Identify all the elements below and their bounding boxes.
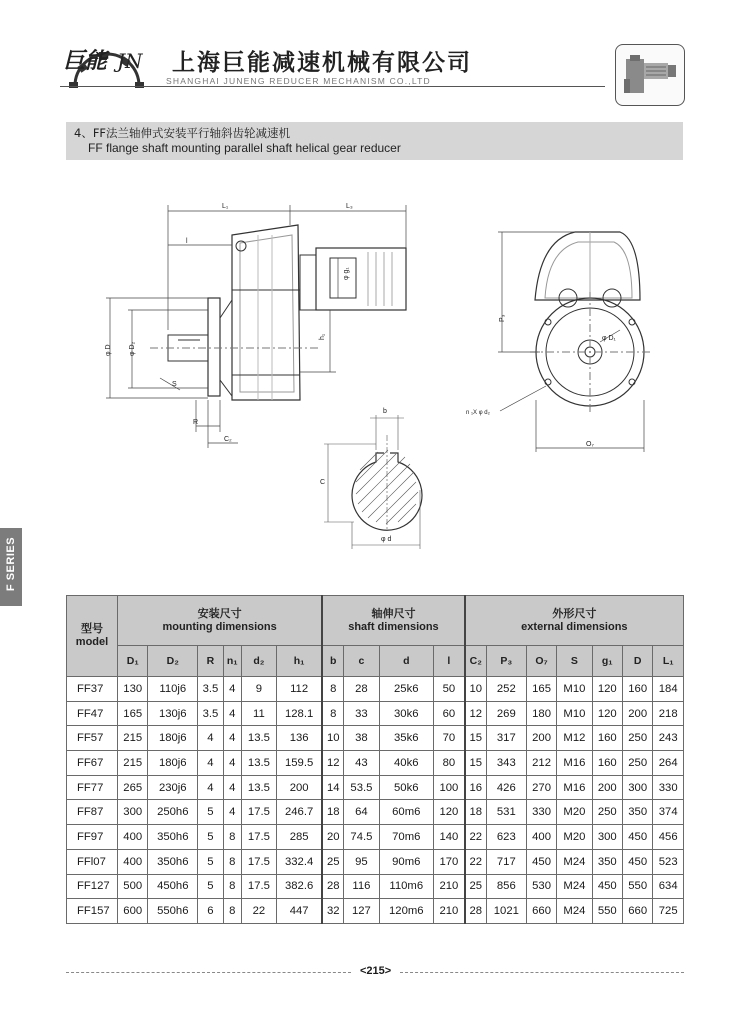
col-header: L₁	[653, 646, 684, 677]
table-body	[67, 677, 684, 924]
table-cell: 12	[465, 701, 487, 726]
table-row	[67, 899, 684, 924]
table-cell: M16	[557, 751, 592, 776]
col-header: n₁	[223, 646, 241, 677]
table-cell: 3.5	[198, 677, 224, 702]
section-title-en: FF flange shaft mounting parallel shaft helical gear reducer	[88, 141, 401, 155]
table-cell: 660	[526, 899, 556, 924]
table-cell: 74.5	[344, 825, 379, 850]
page-number: <215>	[356, 965, 395, 977]
table-cell: 4	[223, 775, 241, 800]
table-cell: 300	[118, 800, 148, 825]
section-title-cn: 4、FF法兰轴伸式安装平行轴斜齿轮减速机	[74, 126, 291, 140]
svg-text:b: b	[383, 408, 387, 415]
table-cell: 170	[434, 849, 465, 874]
table-cell: 17.5	[241, 825, 276, 850]
series-side-tab-label: F SERIES	[5, 536, 17, 592]
table-cell: 530	[526, 874, 556, 899]
table-cell: 64	[344, 800, 379, 825]
svg-text:L₁: L₁	[222, 203, 229, 210]
svg-text:P₃: P₃	[499, 314, 506, 322]
external-header-en: external dimensions	[521, 620, 628, 633]
table-cell: 40k6	[379, 751, 433, 776]
table-cell: 300	[592, 825, 622, 850]
table-cell: 53.5	[344, 775, 379, 800]
table-cell: 159.5	[277, 751, 323, 776]
model-cell: FF77	[67, 775, 118, 800]
table-cell: 550	[592, 899, 622, 924]
dimension-table	[66, 595, 684, 924]
model-header	[67, 596, 118, 677]
table-cell: 500	[118, 874, 148, 899]
table-cell: 25k6	[379, 677, 433, 702]
col-header: O₇	[526, 646, 556, 677]
svg-text:JN: JN	[117, 49, 143, 73]
table-row	[67, 800, 684, 825]
table-cell: 212	[526, 751, 556, 776]
table-cell: 350h6	[148, 825, 198, 850]
table-cell: 4	[198, 751, 224, 776]
table-cell: 180j6	[148, 751, 198, 776]
table-cell: 8	[223, 849, 241, 874]
table-cell: 343	[486, 751, 526, 776]
table-cell: 165	[118, 701, 148, 726]
table-cell: 447	[277, 899, 323, 924]
table-cell: 200	[592, 775, 622, 800]
table-cell: 269	[486, 701, 526, 726]
table-cell: 160	[622, 677, 652, 702]
table-cell: 30k6	[379, 701, 433, 726]
table-cell: 218	[653, 701, 684, 726]
external-dimensions-header	[465, 596, 684, 646]
table-cell: 116	[344, 874, 379, 899]
table-cell: 400	[118, 825, 148, 850]
table-cell: 33	[344, 701, 379, 726]
table-cell: 10	[465, 677, 487, 702]
table-cell: 210	[434, 899, 465, 924]
col-header: d₂	[241, 646, 276, 677]
table-cell: 35k6	[379, 726, 433, 751]
table-cell: M10	[557, 701, 592, 726]
table-cell: 5	[198, 800, 224, 825]
table-cell: 120	[434, 800, 465, 825]
table-cell: 110m6	[379, 874, 433, 899]
table-cell: 400	[118, 849, 148, 874]
table-cell: 300	[622, 775, 652, 800]
table-cell: 350	[622, 800, 652, 825]
table-cell: 60	[434, 701, 465, 726]
col-header: R	[198, 646, 224, 677]
table-cell: 264	[653, 751, 684, 776]
col-header: c	[344, 646, 379, 677]
table-cell: 22	[465, 825, 487, 850]
table-cell: 160	[592, 751, 622, 776]
table-cell: 634	[653, 874, 684, 899]
table-row	[67, 775, 684, 800]
table-cell: 450	[622, 849, 652, 874]
model-cell: FFl07	[67, 849, 118, 874]
table-cell: 317	[486, 726, 526, 751]
table-cell: 60m6	[379, 800, 433, 825]
svg-text:C₂: C₂	[224, 436, 232, 443]
table-cell: 285	[277, 825, 323, 850]
table-cell: 200	[622, 701, 652, 726]
table-cell: 120	[592, 701, 622, 726]
svg-text:φ d: φ d	[381, 536, 392, 543]
table-cell: 18	[322, 800, 344, 825]
mounting-header-en: mounting dimensions	[162, 620, 277, 633]
table-cell: 15	[465, 751, 487, 776]
table-cell: 13.5	[241, 726, 276, 751]
table-cell: 15	[465, 726, 487, 751]
table-cell: 5	[198, 849, 224, 874]
svg-text:n ₁X φ d₂: n ₁X φ d₂	[466, 410, 490, 416]
svg-text:φ D₁: φ D₁	[602, 335, 616, 342]
shaft-header-cn: 轴伸尺寸	[371, 607, 416, 620]
company-name-en: SHANGHAI JUNENG REDUCER MECHANISM CO.,LTD	[166, 76, 431, 86]
col-header: l	[434, 646, 465, 677]
model-cell: FF67	[67, 751, 118, 776]
mounting-header-cn: 安装尺寸	[197, 607, 242, 620]
table-cell: 623	[486, 825, 526, 850]
table-row	[67, 849, 684, 874]
table-cell: 725	[653, 899, 684, 924]
table-cell: 531	[486, 800, 526, 825]
table-cell: M24	[557, 899, 592, 924]
table-cell: 70m6	[379, 825, 433, 850]
table-cell: 8	[223, 825, 241, 850]
table-cell: 127	[344, 899, 379, 924]
company-name-cn: 上海巨能减速机械有限公司	[172, 50, 472, 76]
table-cell: 4	[223, 800, 241, 825]
table-cell: 22	[465, 849, 487, 874]
table-cell: 130	[118, 677, 148, 702]
table-cell: 243	[653, 726, 684, 751]
column-header-row	[67, 646, 684, 677]
model-cell: FF47	[67, 701, 118, 726]
svg-text:C: C	[320, 479, 326, 486]
table-cell: 50	[434, 677, 465, 702]
table-cell: 180j6	[148, 726, 198, 751]
table-cell: 25	[465, 874, 487, 899]
table-cell: 10	[322, 726, 344, 751]
table-cell: 210	[434, 874, 465, 899]
col-header: d	[379, 646, 433, 677]
company-logo	[55, 38, 170, 100]
table-cell: 332.4	[277, 849, 323, 874]
col-header: D	[622, 646, 652, 677]
table-row	[67, 701, 684, 726]
table-cell: 4	[223, 701, 241, 726]
table-cell: 20	[322, 825, 344, 850]
table-cell: 50k6	[379, 775, 433, 800]
model-cell: FF97	[67, 825, 118, 850]
table-cell: M10	[557, 677, 592, 702]
table-cell: 215	[118, 726, 148, 751]
table-cell: 350h6	[148, 849, 198, 874]
model-cell: FF127	[67, 874, 118, 899]
col-header: h₁	[277, 646, 323, 677]
svg-text:φ g₁: φ g₁	[343, 267, 350, 280]
table-cell: 120	[592, 677, 622, 702]
table-cell: 180	[526, 701, 556, 726]
logo-text: 巨能	[63, 48, 108, 74]
table-cell: 28	[465, 899, 487, 924]
shaft-dimensions-header	[322, 596, 465, 646]
table-cell: 22	[241, 899, 276, 924]
table-cell: 25	[322, 849, 344, 874]
table-cell: 160	[592, 726, 622, 751]
table-cell: 374	[653, 800, 684, 825]
model-cell: FF57	[67, 726, 118, 751]
table-cell: 250	[592, 800, 622, 825]
table-cell: M12	[557, 726, 592, 751]
table-cell: 140	[434, 825, 465, 850]
table-cell: M20	[557, 800, 592, 825]
table-cell: 5	[198, 874, 224, 899]
table-cell: 13.5	[241, 775, 276, 800]
table-cell: 1021	[486, 899, 526, 924]
table-cell: 100	[434, 775, 465, 800]
table-cell: 4	[223, 726, 241, 751]
table-cell: 660	[622, 899, 652, 924]
shaft-header-en: shaft dimensions	[348, 620, 439, 633]
table-cell: 600	[118, 899, 148, 924]
table-cell: 856	[486, 874, 526, 899]
table-row	[67, 726, 684, 751]
table-cell: 110j6	[148, 677, 198, 702]
table-cell: 6	[198, 899, 224, 924]
footer-rule-right	[400, 972, 684, 973]
table-cell: 17.5	[241, 874, 276, 899]
table-cell: 38	[344, 726, 379, 751]
svg-text:φ D₂: φ D₂	[129, 341, 136, 356]
table-cell: 3.5	[198, 701, 224, 726]
table-cell: 550	[622, 874, 652, 899]
table-cell: 550h6	[148, 899, 198, 924]
table-cell: 80	[434, 751, 465, 776]
table-cell: 450	[622, 825, 652, 850]
table-cell: 330	[526, 800, 556, 825]
table-cell: 456	[653, 825, 684, 850]
table-cell: 120m6	[379, 899, 433, 924]
table-cell: 250	[622, 726, 652, 751]
table-cell: 250h6	[148, 800, 198, 825]
table-cell: 4	[223, 677, 241, 702]
table-cell: 717	[486, 849, 526, 874]
table-cell: 330	[653, 775, 684, 800]
series-side-tab	[0, 528, 22, 606]
table-cell: 184	[653, 677, 684, 702]
svg-text:h₁: h₁	[319, 333, 326, 340]
table-cell: 9	[241, 677, 276, 702]
table-cell: 523	[653, 849, 684, 874]
table-cell: M24	[557, 874, 592, 899]
table-cell: 128.1	[277, 701, 323, 726]
table-cell: 426	[486, 775, 526, 800]
table-cell: 28	[322, 874, 344, 899]
col-header: C₂	[465, 646, 487, 677]
model-cell: FF37	[67, 677, 118, 702]
table-cell: 17.5	[241, 800, 276, 825]
table-cell: 17.5	[241, 849, 276, 874]
svg-text:L₃: L₃	[346, 203, 353, 210]
external-header-cn: 外形尺寸	[552, 607, 597, 620]
table-cell: 130j6	[148, 701, 198, 726]
table-cell: 14	[322, 775, 344, 800]
svg-text:S: S	[172, 381, 177, 388]
table-cell: 350	[592, 849, 622, 874]
table-row	[67, 751, 684, 776]
svg-text:R: R	[193, 419, 199, 426]
table-cell: 95	[344, 849, 379, 874]
col-header: D₁	[118, 646, 148, 677]
table-cell: 112	[277, 677, 323, 702]
table-cell: 12	[322, 751, 344, 776]
table-cell: M20	[557, 825, 592, 850]
table-cell: 246.7	[277, 800, 323, 825]
table-cell: 400	[526, 825, 556, 850]
table-cell: 4	[198, 775, 224, 800]
col-header: P₃	[486, 646, 526, 677]
table-cell: 43	[344, 751, 379, 776]
table-cell: 265	[118, 775, 148, 800]
header-divider	[60, 86, 605, 87]
table-row	[67, 677, 684, 702]
table-cell: 8	[322, 701, 344, 726]
table-cell: 215	[118, 751, 148, 776]
table-cell: 11	[241, 701, 276, 726]
table-cell: 450h6	[148, 874, 198, 899]
table-cell: 32	[322, 899, 344, 924]
table-cell: 13.5	[241, 751, 276, 776]
table-cell: 70	[434, 726, 465, 751]
table-row	[67, 825, 684, 850]
table-cell: 200	[526, 726, 556, 751]
table-cell: 4	[223, 751, 241, 776]
table-cell: 8	[223, 874, 241, 899]
mounting-dimensions-header	[118, 596, 323, 646]
table-cell: 230j6	[148, 775, 198, 800]
table-cell: 250	[622, 751, 652, 776]
table-cell: 90m6	[379, 849, 433, 874]
table-cell: 165	[526, 677, 556, 702]
table-cell: 252	[486, 677, 526, 702]
product-thumbnail	[615, 44, 685, 106]
table-cell: 18	[465, 800, 487, 825]
table-cell: 450	[526, 849, 556, 874]
col-header: b	[322, 646, 344, 677]
table-cell: 450	[592, 874, 622, 899]
table-row	[67, 874, 684, 899]
table-cell: 8	[322, 677, 344, 702]
table-cell: 200	[277, 775, 323, 800]
table-cell: 382.6	[277, 874, 323, 899]
table-cell: M16	[557, 775, 592, 800]
svg-text:l: l	[186, 238, 188, 245]
model-header-cn: 型号	[81, 623, 103, 635]
technical-drawing	[100, 195, 660, 565]
col-header: g₁	[592, 646, 622, 677]
model-cell: FF87	[67, 800, 118, 825]
table-cell: 136	[277, 726, 323, 751]
model-header-en: model	[75, 636, 109, 648]
footer-rule-left	[66, 972, 351, 973]
table-cell: 270	[526, 775, 556, 800]
model-cell: FF157	[67, 899, 118, 924]
table-cell: 5	[198, 825, 224, 850]
col-header: D₂	[148, 646, 198, 677]
table-cell: 16	[465, 775, 487, 800]
table-cell: 8	[223, 899, 241, 924]
svg-text:O₇: O₇	[586, 441, 594, 448]
table-cell: M24	[557, 849, 592, 874]
table-cell: 4	[198, 726, 224, 751]
table-cell: 28	[344, 677, 379, 702]
col-header: S	[557, 646, 592, 677]
svg-text:φ D: φ D	[105, 344, 112, 356]
